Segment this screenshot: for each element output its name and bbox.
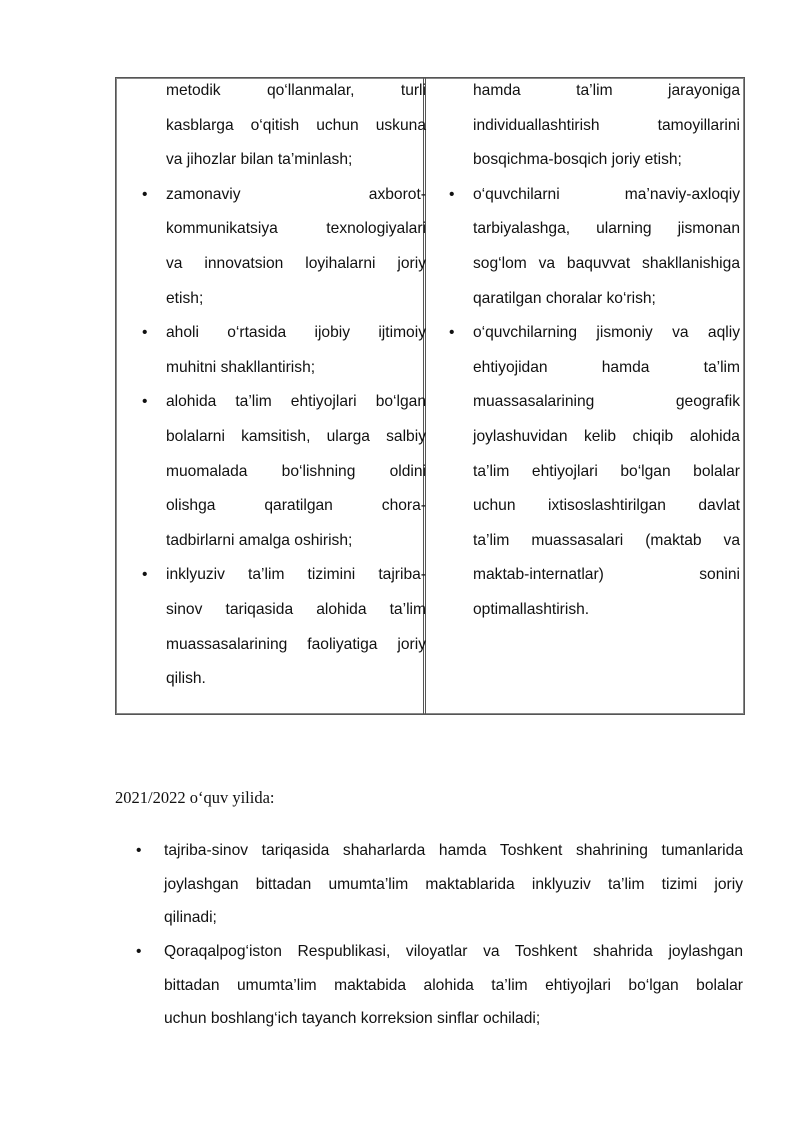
text-line: ehtiyojidan hamda ta’lim (473, 358, 740, 376)
bullet-icon: • (449, 185, 455, 203)
text-line: bolalarni kamsitish, ularga salbiy (166, 427, 426, 445)
text-line: ta’lim muassasalari (maktab va (473, 531, 740, 549)
text-line: alohida ta’lim ehtiyojlari bo‘lgan (166, 393, 426, 411)
bullet-icon: • (142, 324, 148, 342)
section-heading: 2021/2022 o‘quv yilida: (115, 788, 275, 807)
text-line: olishga qaratilgan chora- (166, 497, 426, 515)
bullet-icon: • (449, 324, 455, 342)
text-line: uchun ixtisoslashtirilgan davlat (473, 497, 740, 515)
text-line: o‘quvchilarning jismoniy va aqliy (473, 324, 740, 342)
text-line: muassasalarining faoliyatiga joriy (166, 635, 426, 653)
text-line: bosqichma-bosqich joriy etish; (473, 151, 682, 169)
text-line: tarbiyalashga, ularning jismonan (473, 220, 740, 238)
text-line: muassasalarining geografik (473, 393, 740, 411)
text-line: optimallashtirish. (473, 600, 590, 618)
list-item (136, 836, 743, 937)
text-line: joylashuvidan kelib chiqib alohida (473, 427, 740, 445)
list-item (142, 389, 426, 562)
bullet-icon: • (142, 185, 148, 203)
left-column-list (142, 78, 426, 701)
table-right-column (426, 78, 744, 714)
text-line: va innovatsion loyihalarni joriy (166, 254, 426, 272)
text-line: qilinadi; (164, 909, 217, 927)
text-line: kasblarga o‘qitish uchun uskuna (166, 116, 426, 134)
text-line: tajriba-sinov tariqasida shaharlarda hamda Toshkent shahrining tumanlarida (164, 842, 743, 859)
list-item (136, 937, 743, 1038)
text-line: hamda ta’lim jarayoniga (473, 82, 740, 99)
list-item (166, 78, 426, 182)
text-line: muomalada bo‘lishning oldini (166, 462, 426, 480)
text-line: sinov tariqasida alohida ta’lim (166, 600, 426, 618)
text-line: qaratilgan choralar ko‘rish; (473, 289, 656, 307)
table-left-column (116, 78, 426, 714)
bullet-icon: • (142, 566, 148, 584)
measures-table (115, 77, 745, 715)
text-line: muhitni shakllantirish; (166, 358, 316, 376)
text-line: joylashgan bittadan umumta’lim maktablarida inklyuziv ta’lim tizimi joriy (164, 875, 743, 893)
text-line: individuallashtirish tamoyillarini (473, 116, 740, 134)
text-line: metodik qo‘llanmalar, turli (166, 82, 426, 99)
text-line: aholi o‘rtasida ijobiy ijtimoiy (166, 324, 426, 342)
right-column-list (449, 78, 740, 632)
text-line: ta’lim ehtiyojlari bo‘lgan bolalar (473, 462, 740, 480)
text-line: o‘quvchilarni ma’naviy-axloqiy (473, 185, 740, 203)
text-line: maktab-internatlar) sonini (473, 566, 740, 584)
text-line: zamonaviy axborot- (166, 185, 426, 203)
list-item (142, 320, 426, 389)
text-line: inklyuziv ta’lim tizimini tajriba- (166, 566, 426, 584)
list-item (449, 320, 740, 631)
list-item (142, 182, 426, 320)
list-item (142, 562, 426, 700)
bullet-icon: • (136, 842, 142, 859)
text-line: kommunikatsiya texnologiyalari (166, 220, 426, 238)
list-item (449, 182, 740, 320)
text-line: tadbirlarni amalga oshirish; (166, 531, 353, 549)
list-item (473, 78, 740, 182)
text-line: qilish. (166, 670, 206, 688)
text-line: bittadan umumta’lim maktabida alohida ta’lim ehtiyojlari bo‘lgan bolalar (164, 976, 743, 994)
text-line: etish; (166, 289, 204, 307)
text-line: va jihozlar bilan ta’minlash; (166, 151, 353, 169)
text-line: sog‘lom va baquvvat shakllanishiga (473, 254, 740, 272)
plan-list (136, 836, 743, 1038)
bullet-icon: • (136, 943, 142, 961)
text-line: Qoraqalpog‘iston Respublikasi, viloyatlar va Toshkent shahrida joylashgan (164, 943, 743, 961)
text-line: uchun boshlang‘ich tayanch korreksion sinflar ochiladi; (164, 1010, 541, 1028)
bullet-icon: • (142, 393, 148, 411)
